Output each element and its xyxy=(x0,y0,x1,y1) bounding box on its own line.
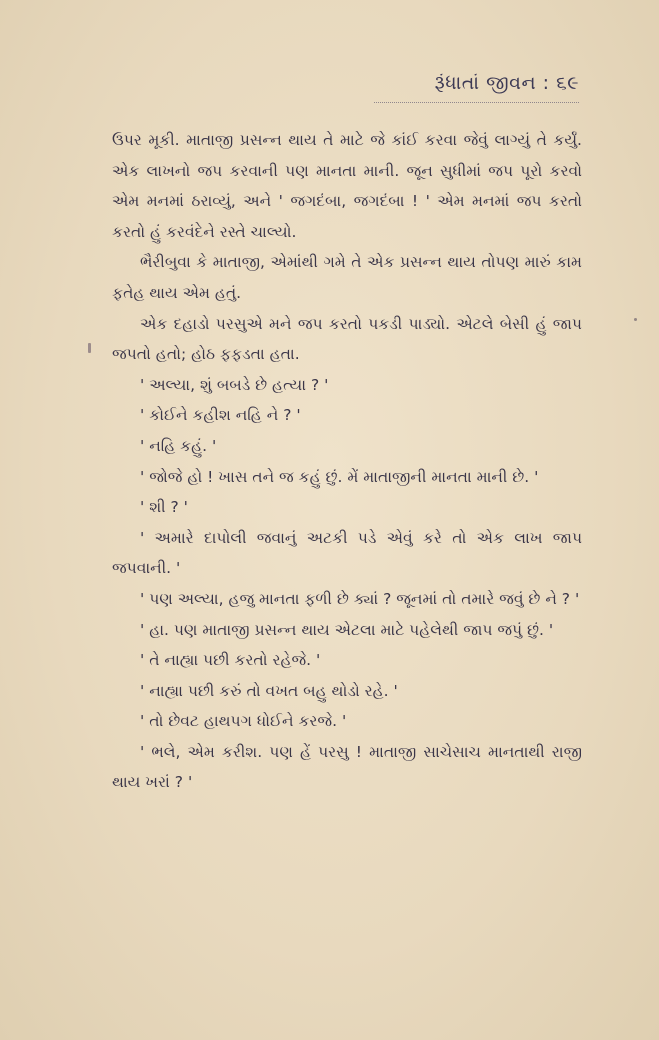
dialog-line-9: ' તે નાહ્યા પછી કરતો રહેજે. ' xyxy=(140,651,321,670)
body-text xyxy=(112,125,582,798)
dialog-line-4: ' જોજે હો ! ખાસ તને જ કહું છું. મેં માતાજીની માનતા માની છે. ' xyxy=(140,467,539,486)
running-header: રૂંધાતાં જીવન : ૬૯ xyxy=(434,72,579,94)
dialog-line-6: ' અમારે દાપોલી જવાનું અટકી પડે એવું કરે તો એક લાખ જાપ જપવાની. ' xyxy=(112,528,582,578)
paragraph-2: ભૈરીબુવા કે માતાજી, એમાંથી ગમે તે એક પ્રસન્ન થાય તોપણ મારું કામ ફતેહ થાય એમ હતું. xyxy=(112,253,582,302)
header-underline xyxy=(374,102,579,105)
dialog-line-8: ' હા. પણ માતાજી પ્રસન્ન થાય એટલા માટે પહેલેથી જાપ જપું છું. ' xyxy=(140,620,554,639)
paper-speck xyxy=(634,318,637,321)
paragraph-3: એક દહાડો પરસુએ મને જપ કરતો પકડી પાડ્યો. એટલે બેસી હું જાપ જપતો હતો; હોઠ ફફડતા હતા. xyxy=(112,314,582,364)
dialog-line-5: ' શી ? ' xyxy=(140,498,188,517)
margin-mark xyxy=(88,343,91,353)
paragraph-1: ઉપર મૂકી. માતાજી પ્રસન્ન થાય તે માટે જે કાંઈ કરવા જેવું લાગ્યું તે કર્યું. એક લાખનો જપ કરવાની પણ માનતા માની. જૂન સુધીમાં જપ પૂરો કરવો એમ મનમાં ઠરાવ્યું, અને ' જગદંબા, જગદંબા ! ' એમ મનમાં જપ કરતો કરતો હું કરવંદેને રસ્તે ચાલ્યો. xyxy=(112,131,582,241)
dialog-line-3: ' નહિ કહું. ' xyxy=(140,436,217,455)
dialog-line-11: ' તો છેવટ હાથપગ ધોઈને કરજે. ' xyxy=(140,712,347,731)
dialog-line-7: ' પણ અલ્યા, હજુ માનતા ફળી છે ક્યાં ? જૂનમાં તો તમારે જવું છે ને ? ' xyxy=(140,589,580,608)
dialog-line-12: ' ભલે, એમ કરીશ. પણ હેં પરસુ ! માતાજી સાચેસાચ માનતાથી રાજી થાય ખરાં ? ' xyxy=(112,742,582,792)
dialog-line-2: ' કોઈને કહીશ નહિ ને ? ' xyxy=(140,406,301,425)
dialog-line-10: ' નાહ્યા પછી કરું તો વખત બહુ થોડો રહે. ' xyxy=(140,681,398,700)
dialog-line-1: ' અલ્યા, શું બબડે છે હત્યા ? ' xyxy=(140,375,329,394)
